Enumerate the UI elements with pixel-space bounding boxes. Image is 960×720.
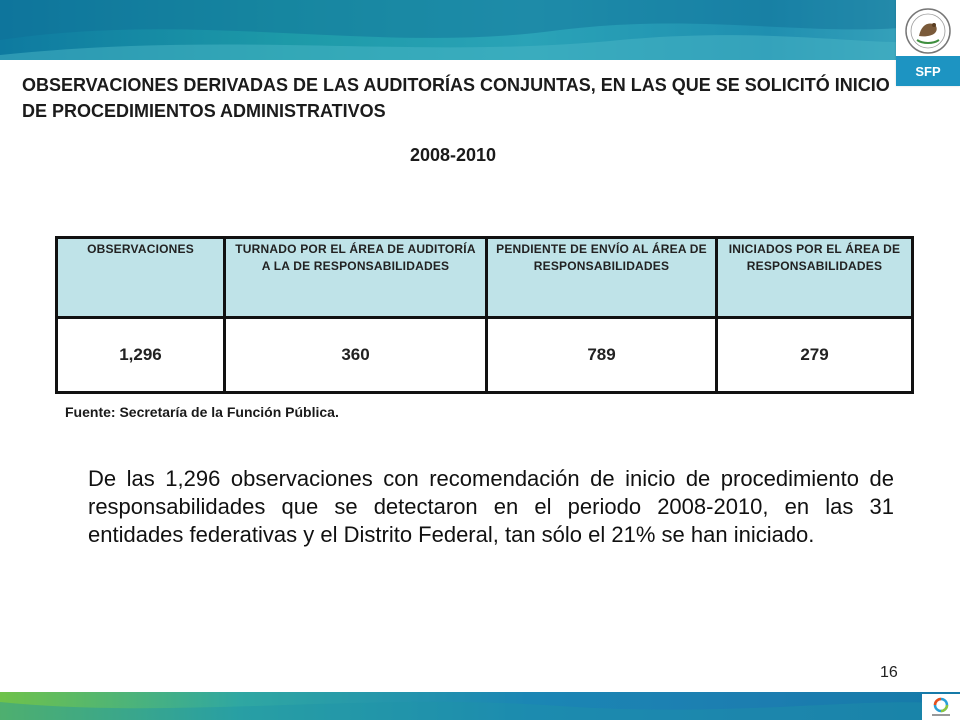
header-cell-turnado: TURNADO POR EL ÁREA DE AUDITORÍA A LA DE RESPONSABILIDADES [225,238,487,318]
value-cell-observaciones: 1,296 [57,318,225,393]
value-cell-iniciados: 279 [717,318,913,393]
vivir-mejor-logo-icon [922,694,960,720]
vivir-mejor-logo-box [922,694,960,720]
observations-table [55,236,914,394]
header-cell-pendiente: PENDIENTE DE ENVÍO AL ÁREA DE RESPONSABILIDADES [487,238,717,318]
banner-wave-graphic [0,0,960,60]
table-header-row [57,238,913,318]
page-number: 16 [880,664,898,681]
sfp-tab: SFP [896,56,960,86]
period-subtitle: 2008-2010 [409,145,497,165]
mexican-coat-of-arms-icon [903,6,953,56]
header-cell-iniciados: INICIADOS POR EL ÁREA DE RESPONSABILIDADES [717,238,913,318]
bottom-banner [0,692,960,720]
source-note: Fuente: Secretaría de la Función Pública. [65,404,339,420]
header-cell-observaciones: OBSERVACIONES [57,238,225,318]
summary-paragraph: De las 1,296 observaciones con recomendación de inicio de procedimiento de responsabilidades que se detectaron en el periodo 2008-2010, en las 31 entidades federativas y el Distrito Federal, tan sólo el 21% se han iniciado. [88,466,894,547]
top-banner [0,0,960,60]
table-row [57,318,913,393]
page-title: OBSERVACIONES DERIVADAS DE LAS AUDITORÍAS CONJUNTAS, EN LAS QUE SE SOLICITÓ INICIO DE PROCEDIMIENTOS ADMINISTRATIVOS [22,75,890,121]
value-cell-pendiente: 789 [487,318,717,393]
bottom-wave-graphic [0,692,960,720]
value-cell-turnado: 360 [225,318,487,393]
